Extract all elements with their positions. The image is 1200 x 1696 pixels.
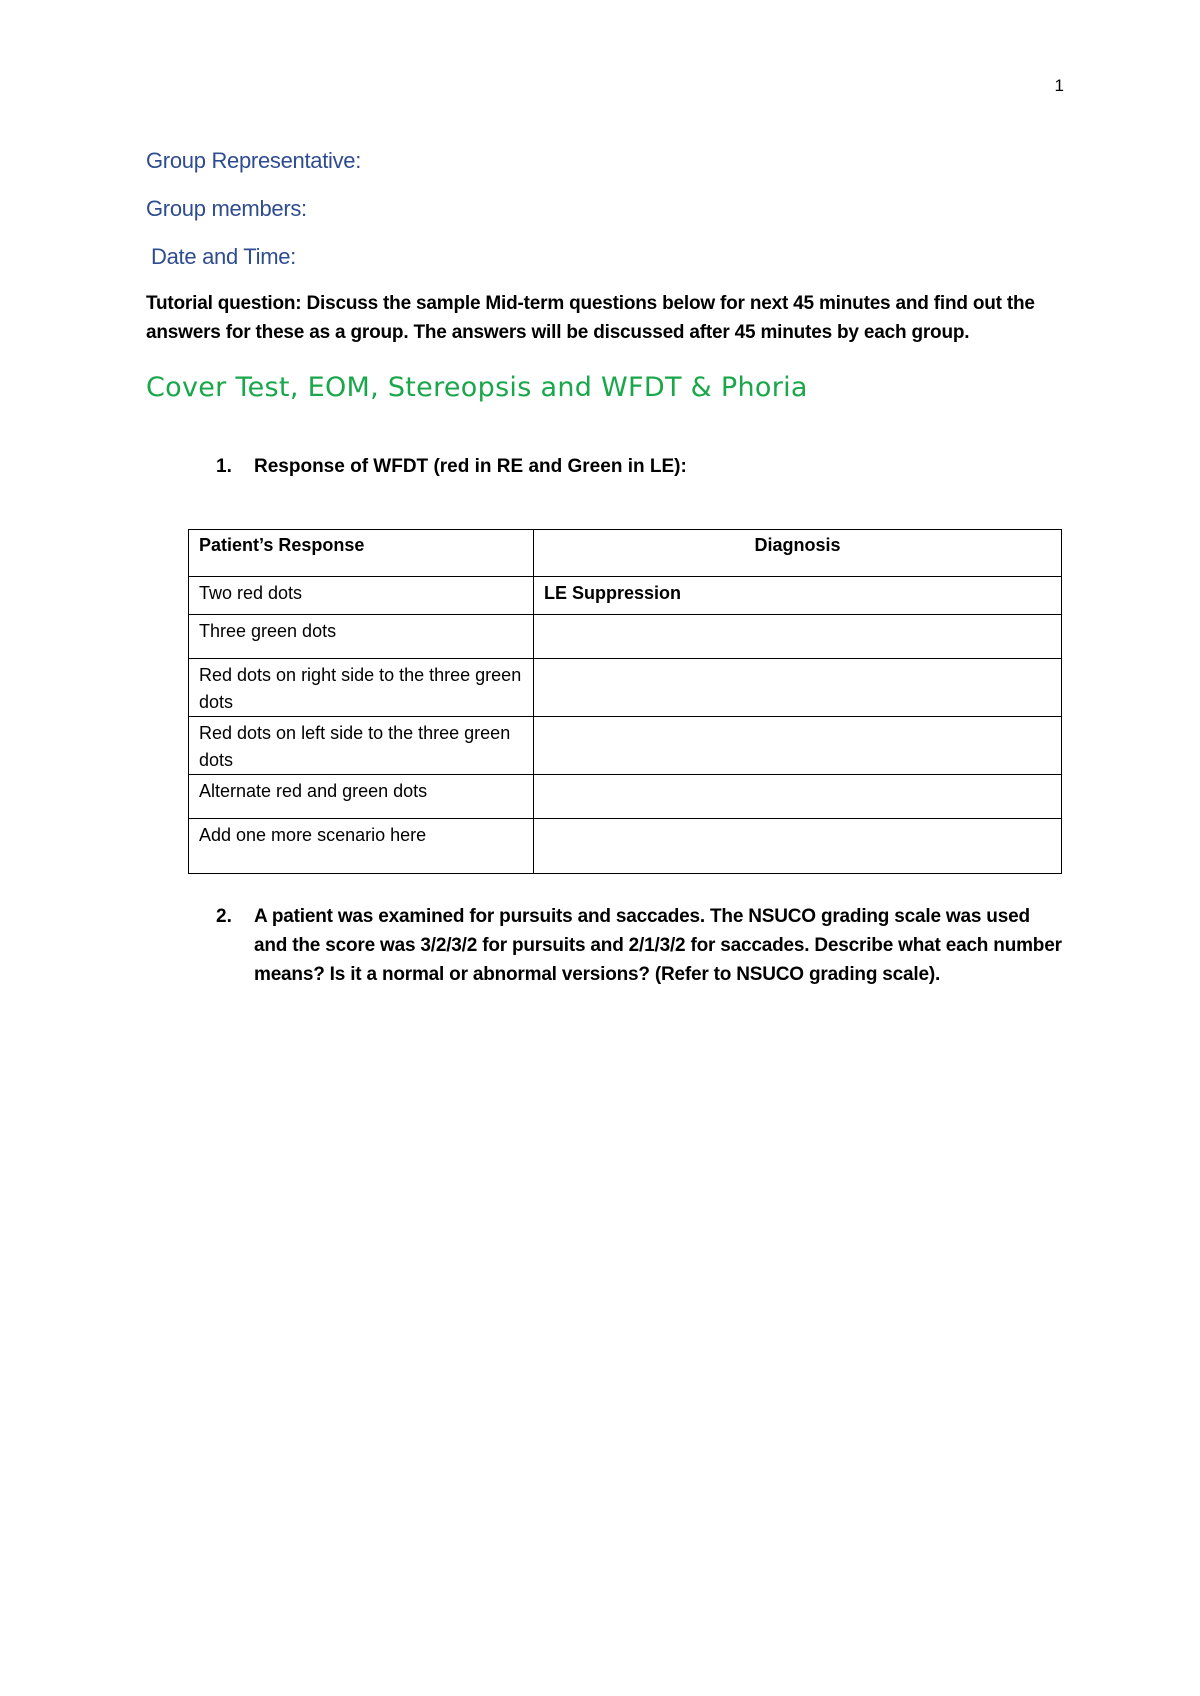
diagnosis-cell: [534, 659, 1062, 717]
table-row: [189, 717, 1062, 775]
table-row: [189, 615, 1062, 659]
response-cell: Two red dots: [189, 577, 534, 615]
response-cell: Alternate red and green dots: [189, 775, 534, 819]
question-1-number: 1.: [216, 456, 232, 477]
table-row: [189, 659, 1062, 717]
page-number: 1: [1054, 76, 1064, 95]
wfdt-response-table: [188, 529, 1062, 874]
response-cell: Red dots on right side to the three green dots: [189, 659, 534, 717]
diagnosis-cell: [534, 775, 1062, 819]
table-header-row: [189, 530, 1062, 577]
response-cell: Red dots on left side to the three green dots: [189, 717, 534, 775]
header-patient-response: Patient’s Response: [189, 530, 534, 577]
diagnosis-cell: [534, 819, 1062, 874]
diagnosis-cell: LE Suppression: [534, 577, 1062, 615]
table-row: [189, 775, 1062, 819]
question-2-number: 2.: [216, 906, 232, 927]
question-2: [216, 902, 1066, 989]
tutorial-question: Tutorial question: Discuss the sample Mid-term questions below for next 45 minutes and find out the answers for these as a group. The answers will be discussed after 45 minutes by each group.: [146, 293, 1035, 343]
question-2-text: A patient was examined for pursuits and saccades. The NSUCO grading scale was used and the score was 3/2/3/2 for pursuits and 2/1/3/2 for saccades. Describe what each number means? Is it a normal or abnormal versions? (Refer to NSUCO grading scale).: [254, 906, 1062, 985]
table-row: [189, 819, 1062, 874]
group-representative-label: Group Representative:: [146, 148, 362, 173]
diagnosis-cell: [534, 615, 1062, 659]
response-cell: Three green dots: [189, 615, 534, 659]
response-cell: Add one more scenario here: [189, 819, 534, 874]
section-heading: Cover Test, EOM, Stereopsis and WFDT & Phoria: [146, 372, 808, 403]
diagnosis-cell: [534, 717, 1062, 775]
header-diagnosis: Diagnosis: [534, 530, 1062, 577]
group-members-label: Group members:: [146, 196, 307, 221]
date-time-label: Date and Time:: [151, 244, 296, 269]
table-row: [189, 577, 1062, 615]
question-1-text: Response of WFDT (red in RE and Green in LE):: [254, 456, 687, 477]
